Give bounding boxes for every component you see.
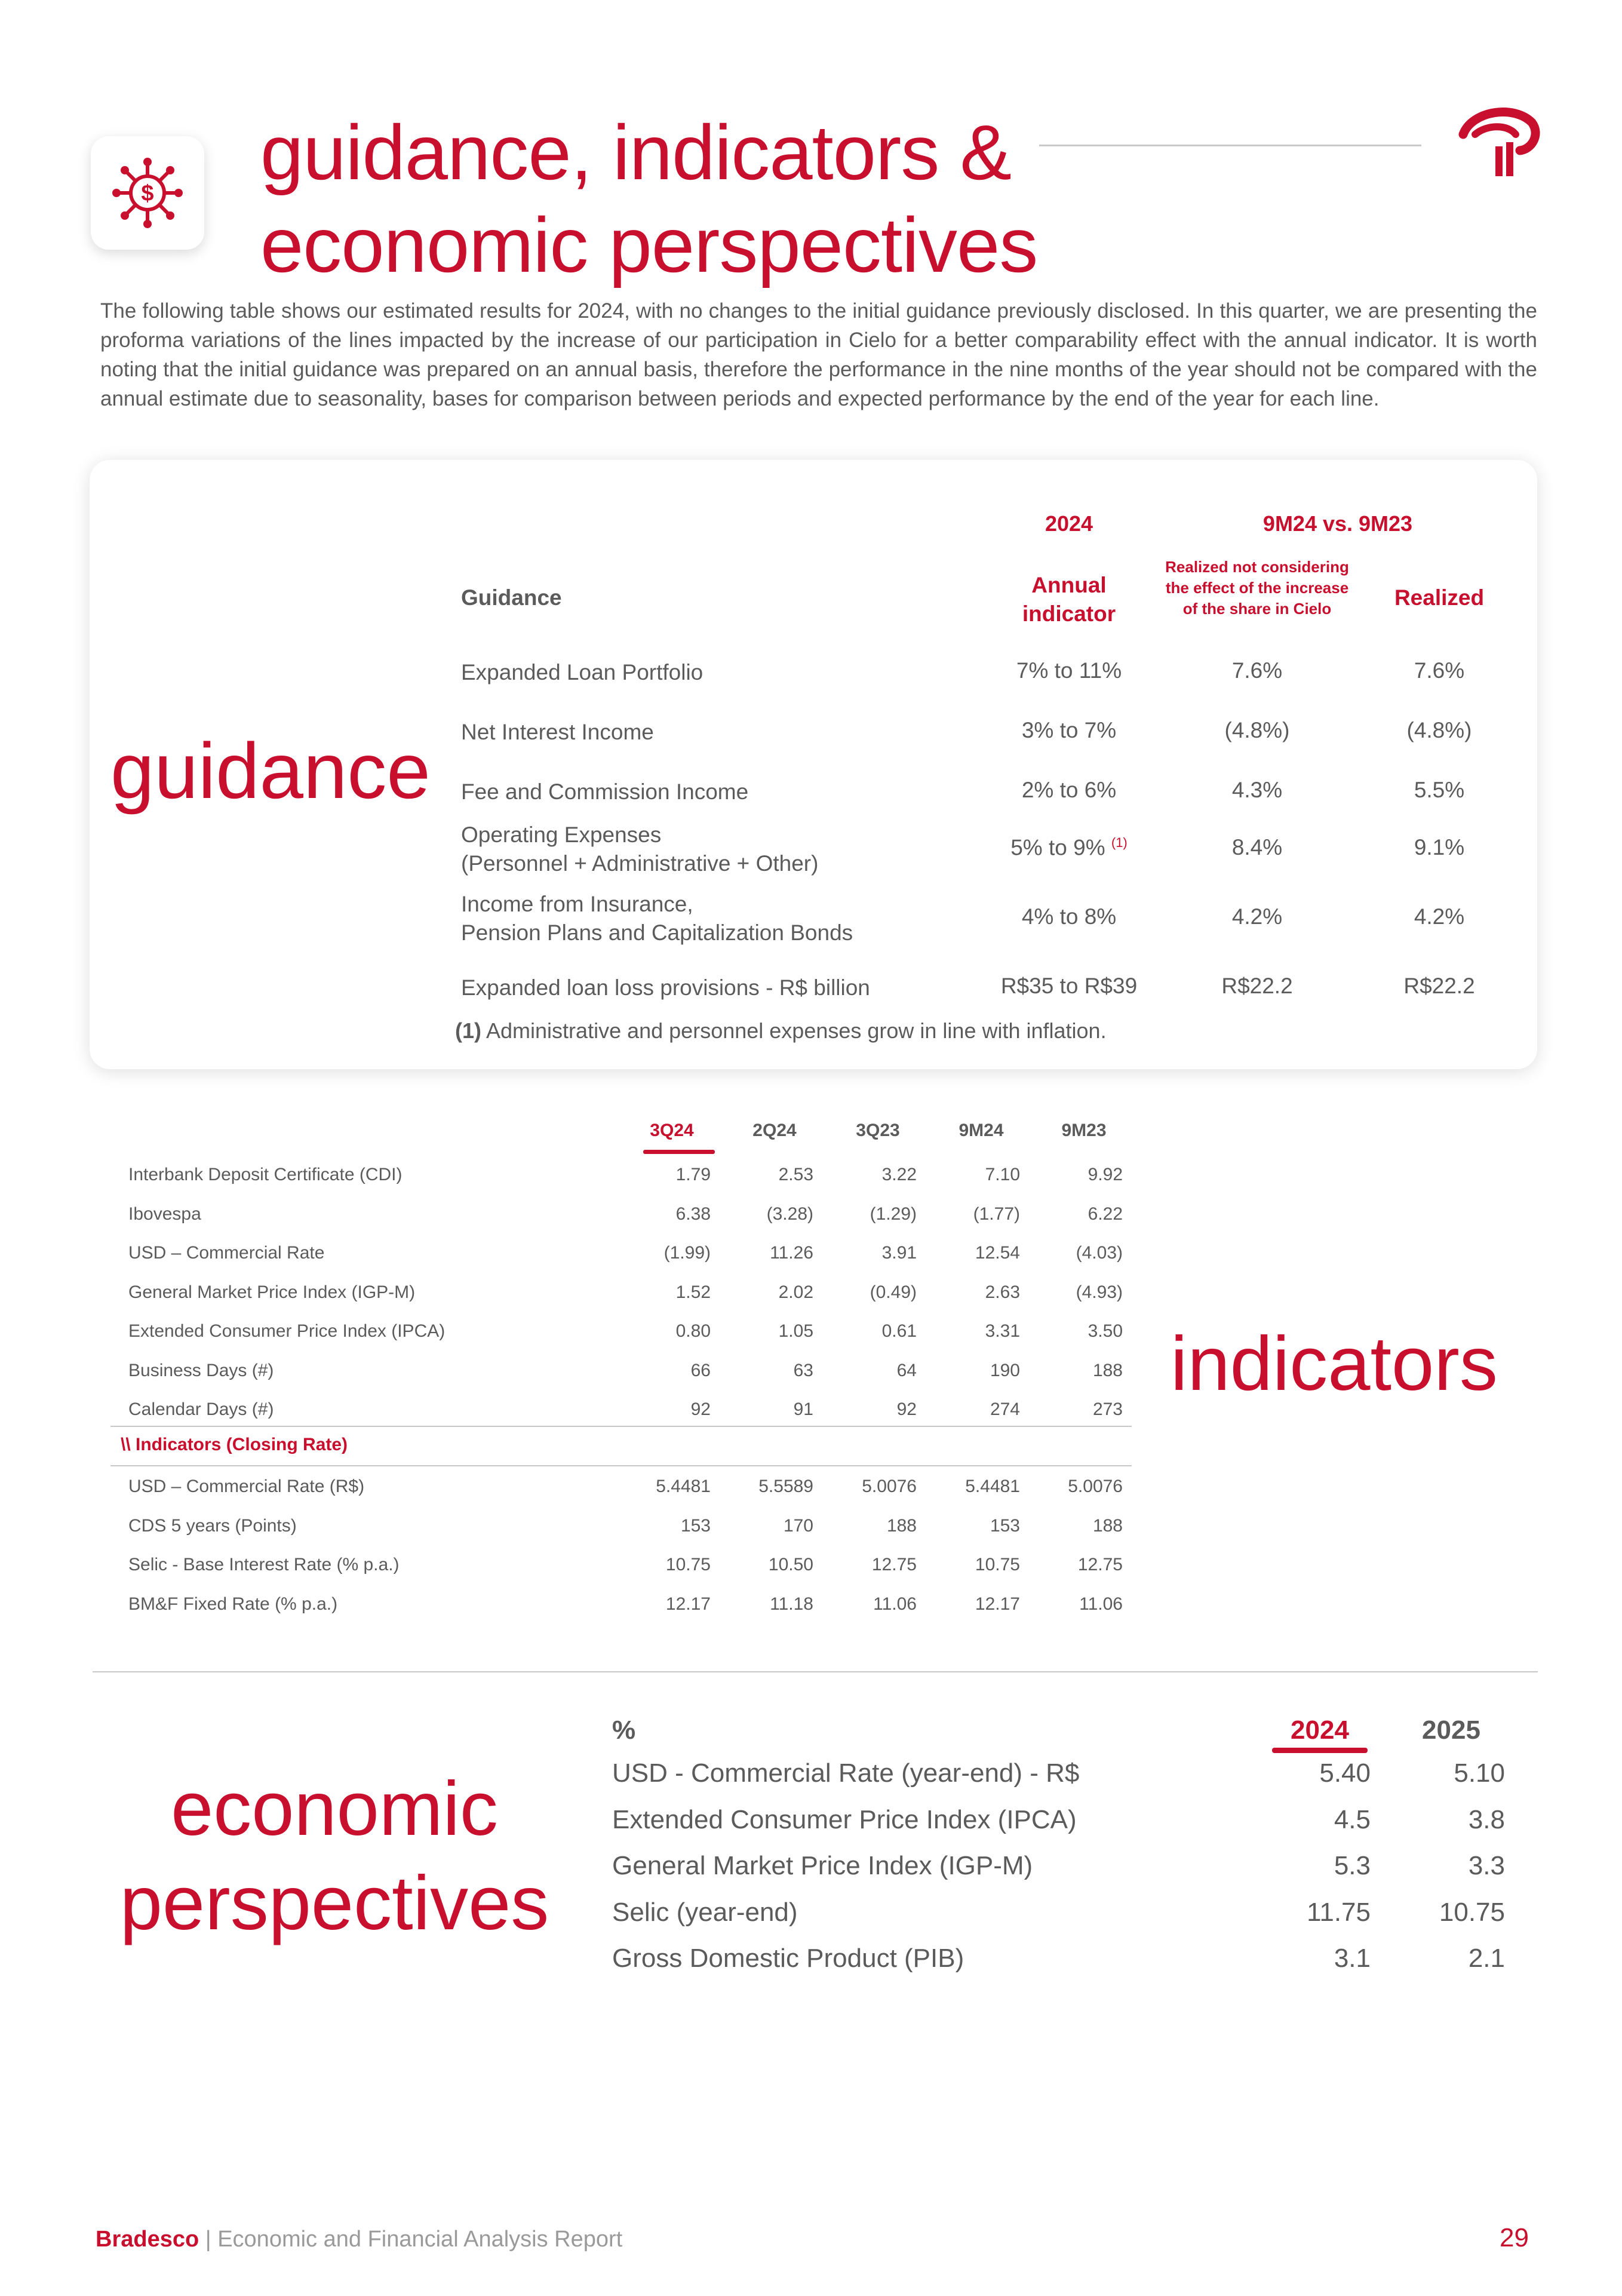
indicator-row-value: 7.10 xyxy=(985,1165,1020,1184)
closing-row-value: 170 xyxy=(783,1515,813,1536)
indicator-row-value: 1.05 xyxy=(778,1321,813,1341)
guidance-row-label-line2: Pension Plans and Capitalization Bonds xyxy=(461,920,853,945)
guidance-period-header: 9M24 vs. 9M23 xyxy=(1262,511,1413,536)
indicators-col-header: 9M23 xyxy=(1061,1121,1107,1140)
closing-row-value: 5.4481 xyxy=(965,1477,1020,1496)
indicator-row-value: 6.38 xyxy=(675,1204,711,1224)
guidance-row-annual-value: 4% to 8% xyxy=(1021,904,1117,929)
closing-row-value: 153 xyxy=(680,1515,711,1536)
indicator-row-label: General Market Price Index (IGP-M) xyxy=(128,1282,416,1302)
indicator-row-value: 273 xyxy=(1092,1399,1123,1419)
indicator-row-value: 92 xyxy=(690,1399,711,1419)
perspective-row-2024: 5.40 xyxy=(1319,1758,1371,1788)
perspective-row-2024: 11.75 xyxy=(1307,1897,1371,1927)
intro-paragraph: The following table shows our estimated results for 2024, with no changes to the initial guidance previously disclosed. In this quarter, we are presenting the proforma variations of the lines impacted by the increase of our participation in Cielo for a better comparability effect with the annual indicator. It is worth noting that the initial guidance was prepared on an annual basis, therefore the performance in the nine months of the year should not be compared with the annual estimate due to seasonality, bases for comparison between periods and expected performance by the end of the year for each line. xyxy=(100,299,1537,410)
indicator-row-value: (4.93) xyxy=(1076,1282,1123,1302)
indicator-row-value: 188 xyxy=(1092,1360,1123,1380)
guidance-row-not-considering: 4.2% xyxy=(1231,904,1283,929)
guidance-section-label: guidance xyxy=(110,727,431,815)
indicator-row-value: 1.79 xyxy=(675,1165,711,1184)
guidance-row-annual xyxy=(979,835,1159,860)
perspective-row-2024: 4.5 xyxy=(1334,1804,1371,1834)
guidance-row-annual-value: 3% to 7% xyxy=(1021,718,1117,742)
perspective-row-2024: 3.1 xyxy=(1334,1944,1371,1973)
section-icon-box xyxy=(91,136,204,250)
header-rule xyxy=(1039,145,1421,146)
guidance-row-label-line2: (Personnel + Administrative + Other) xyxy=(461,851,819,876)
current-quarter-underline xyxy=(643,1150,715,1154)
guidance-row-annual xyxy=(979,904,1159,929)
indicator-row-value: 190 xyxy=(990,1360,1020,1380)
guidance-row-not-considering: 8.4% xyxy=(1231,835,1283,860)
closing-row-value: 11.18 xyxy=(770,1594,813,1614)
indicators-section-label: indicators xyxy=(1171,1321,1498,1407)
closing-row-value: 12.17 xyxy=(665,1594,711,1614)
indicator-row-value: 3.31 xyxy=(985,1321,1020,1341)
indicator-row-value: (3.28) xyxy=(766,1204,813,1224)
page-number: 29 xyxy=(1500,2223,1529,2252)
closing-row-label: USD – Commercial Rate (R$) xyxy=(128,1477,365,1496)
indicators-divider xyxy=(110,1426,1132,1427)
footer-brand: Bradesco xyxy=(96,2227,199,2252)
closing-row-value: 10.75 xyxy=(975,1555,1020,1574)
guidance-footnote: (1) Administrative and personnel expenses grow in line with inflation. xyxy=(455,1018,1107,1043)
indicator-row-label: Extended Consumer Price Index (IPCA) xyxy=(128,1321,446,1341)
indicators-col-header: 3Q23 xyxy=(856,1121,900,1140)
indicator-row-label: Calendar Days (#) xyxy=(128,1399,274,1419)
indicator-row-label: Business Days (#) xyxy=(128,1360,274,1380)
indicator-row-value: (1.77) xyxy=(973,1204,1020,1224)
bradesco-logo xyxy=(1457,102,1541,182)
indicator-row-value: 2.02 xyxy=(778,1282,813,1302)
indicator-row-value: 2.63 xyxy=(985,1282,1020,1302)
guidance-row-not-considering: 7.6% xyxy=(1231,658,1283,683)
guidance-row-label xyxy=(461,778,748,806)
perspective-row-label: General Market Price Index (IGP-M) xyxy=(612,1851,1033,1880)
indicators-col-header: 3Q24 xyxy=(650,1121,694,1140)
indicator-row-value: 3.91 xyxy=(881,1243,917,1263)
svg-text:$: $ xyxy=(141,181,154,206)
guidance-row-annual-value: 5% to 9% xyxy=(1010,835,1105,860)
guidance-row-realized: R$22.2 xyxy=(1403,974,1475,998)
indicator-row-label: Interbank Deposit Certificate (CDI) xyxy=(128,1165,403,1184)
indicator-row-value: (1.29) xyxy=(870,1204,917,1224)
guidance-year-header: 2024 xyxy=(1045,511,1093,536)
guidance-row-label-line1: Expanded loan loss provisions - R$ billion xyxy=(461,975,870,1000)
guidance-row-label-line1: Income from Insurance, xyxy=(461,892,693,916)
perspective-row-2025: 2.1 xyxy=(1468,1944,1505,1973)
indicator-row-value: 9.92 xyxy=(1088,1165,1123,1184)
perspective-row-2025: 3.3 xyxy=(1468,1851,1505,1880)
guidance-row-annual xyxy=(979,778,1159,803)
closing-rate-header: \\ Indicators (Closing Rate) xyxy=(121,1435,348,1454)
guidance-row-annual xyxy=(979,658,1159,683)
guidance-row-not-considering: (4.8%) xyxy=(1224,718,1290,742)
closing-row-value: 5.0076 xyxy=(1068,1477,1123,1496)
closing-row-value: 12.75 xyxy=(871,1555,917,1574)
indicator-row-value: 3.50 xyxy=(1088,1321,1123,1341)
annual-indicator-header: Annual indicator xyxy=(1022,573,1116,626)
closing-row-value: 188 xyxy=(886,1515,917,1536)
closing-row-value: 11.06 xyxy=(873,1594,917,1614)
indicator-row-value: 3.22 xyxy=(881,1165,917,1184)
perspective-row-label: Extended Consumer Price Index (IPCA) xyxy=(612,1804,1077,1834)
indicator-row-value: 2.53 xyxy=(778,1165,813,1184)
perspective-row-2025: 5.10 xyxy=(1454,1758,1505,1788)
indicator-row-label: USD – Commercial Rate xyxy=(128,1243,325,1263)
indicator-row-value: 92 xyxy=(896,1399,917,1419)
guidance-row-annual-value: 2% to 6% xyxy=(1021,778,1117,802)
perspectives-unit-header: % xyxy=(612,1715,636,1745)
closing-row-label: CDS 5 years (Points) xyxy=(128,1515,297,1536)
guidance-row-label-line1: Expanded Loan Portfolio xyxy=(461,660,704,684)
closing-row-value: 11.06 xyxy=(1079,1594,1123,1614)
indicator-row-value: 66 xyxy=(690,1360,711,1380)
guidance-row-annual-value: R$35 to R$39 xyxy=(1000,974,1138,998)
guidance-row-realized: 9.1% xyxy=(1414,835,1465,860)
dollar-network-icon xyxy=(112,157,183,229)
closing-rate-divider xyxy=(110,1465,1132,1466)
not-considering-header: Realized not considering the effect of the increase of the share in Cielo xyxy=(1165,558,1349,618)
guidance-row-label xyxy=(461,974,870,1002)
page-title: guidance, indicators & economic perspectives xyxy=(260,109,1038,288)
perspectives-2025-header: 2025 xyxy=(1422,1715,1480,1745)
footer xyxy=(96,2227,622,2252)
perspective-row-label: Gross Domestic Product (PIB) xyxy=(612,1944,964,1973)
perspectives-2024-header: 2024 xyxy=(1291,1715,1349,1745)
guidance-row-label xyxy=(461,718,654,747)
indicators-col-header: 2Q24 xyxy=(752,1121,797,1140)
perspective-row-label: USD - Commercial Rate (year-end) - R$ xyxy=(612,1758,1080,1788)
closing-row-label: Selic - Base Interest Rate (% p.a.) xyxy=(128,1555,400,1574)
closing-row-value: 5.5589 xyxy=(758,1477,813,1496)
indicator-row-value: 11.26 xyxy=(770,1243,813,1263)
guidance-row-label-line1: Fee and Commission Income xyxy=(461,779,749,804)
perspectives-2024-underline xyxy=(1272,1748,1368,1753)
guidance-row-realized: 4.2% xyxy=(1414,904,1465,929)
footer-separator: | xyxy=(199,2227,218,2252)
guidance-row-not-considering: R$22.2 xyxy=(1221,974,1293,998)
indicator-row-value: (0.49) xyxy=(870,1282,917,1302)
perspective-row-2025: 10.75 xyxy=(1439,1897,1505,1927)
indicator-row-value: 64 xyxy=(896,1360,917,1380)
closing-row-value: 5.4481 xyxy=(656,1477,711,1496)
closing-row-value: 10.75 xyxy=(665,1555,711,1574)
perspective-row-label: Selic (year-end) xyxy=(612,1897,798,1927)
guidance-row-annual xyxy=(979,974,1159,999)
indicator-row-value: 0.80 xyxy=(675,1321,711,1341)
closing-row-value: 5.0076 xyxy=(862,1477,917,1496)
guidance-row-annual xyxy=(979,718,1159,743)
closing-row-value: 153 xyxy=(990,1515,1020,1536)
guidance-row-annual-value: 7% to 11% xyxy=(1016,658,1122,683)
perspective-row-2024: 5.3 xyxy=(1334,1851,1371,1880)
guidance-row-realized: 7.6% xyxy=(1414,658,1465,683)
closing-row-label: BM&F Fixed Rate (% p.a.) xyxy=(128,1594,338,1614)
closing-row-value: 12.75 xyxy=(1077,1555,1123,1574)
guidance-row-label-line1: Net Interest Income xyxy=(461,720,654,744)
indicator-row-value: (1.99) xyxy=(663,1243,711,1263)
indicator-row-value: 0.61 xyxy=(881,1321,917,1341)
perspectives-section-label: economic perspectives xyxy=(119,1766,549,1946)
indicator-row-value: 63 xyxy=(793,1360,813,1380)
guidance-row-label-line1: Operating Expenses xyxy=(461,822,662,847)
indicator-row-label: Ibovespa xyxy=(128,1204,201,1224)
indicators-col-header: 9M24 xyxy=(959,1121,1004,1140)
guidance-row-realized: 5.5% xyxy=(1414,778,1465,802)
perspectives-divider xyxy=(93,1671,1538,1672)
indicator-row-value: 91 xyxy=(793,1399,813,1419)
indicator-row-value: 12.54 xyxy=(975,1243,1020,1263)
guidance-row-label xyxy=(461,890,853,947)
indicator-row-value: 1.52 xyxy=(675,1282,711,1302)
guidance-row-annual-note: (1) xyxy=(1111,835,1128,850)
closing-row-value: 188 xyxy=(1092,1515,1123,1536)
closing-row-value: 10.50 xyxy=(768,1555,813,1574)
indicator-row-value: 274 xyxy=(990,1399,1020,1419)
guidance-row-label xyxy=(461,658,703,687)
indicator-row-value: 6.22 xyxy=(1088,1204,1123,1224)
indicator-row-value: (4.03) xyxy=(1076,1243,1123,1263)
guidance-row-label xyxy=(461,821,818,878)
realized-header: Realized xyxy=(1394,585,1485,610)
guidance-row-realized: (4.8%) xyxy=(1406,718,1472,742)
closing-row-value: 12.17 xyxy=(975,1594,1020,1614)
guidance-row-not-considering: 4.3% xyxy=(1231,778,1283,802)
footer-report-name: Economic and Financial Analysis Report xyxy=(217,2227,623,2252)
guidance-col-header: Guidance xyxy=(461,585,562,610)
perspective-row-2025: 3.8 xyxy=(1468,1804,1505,1834)
